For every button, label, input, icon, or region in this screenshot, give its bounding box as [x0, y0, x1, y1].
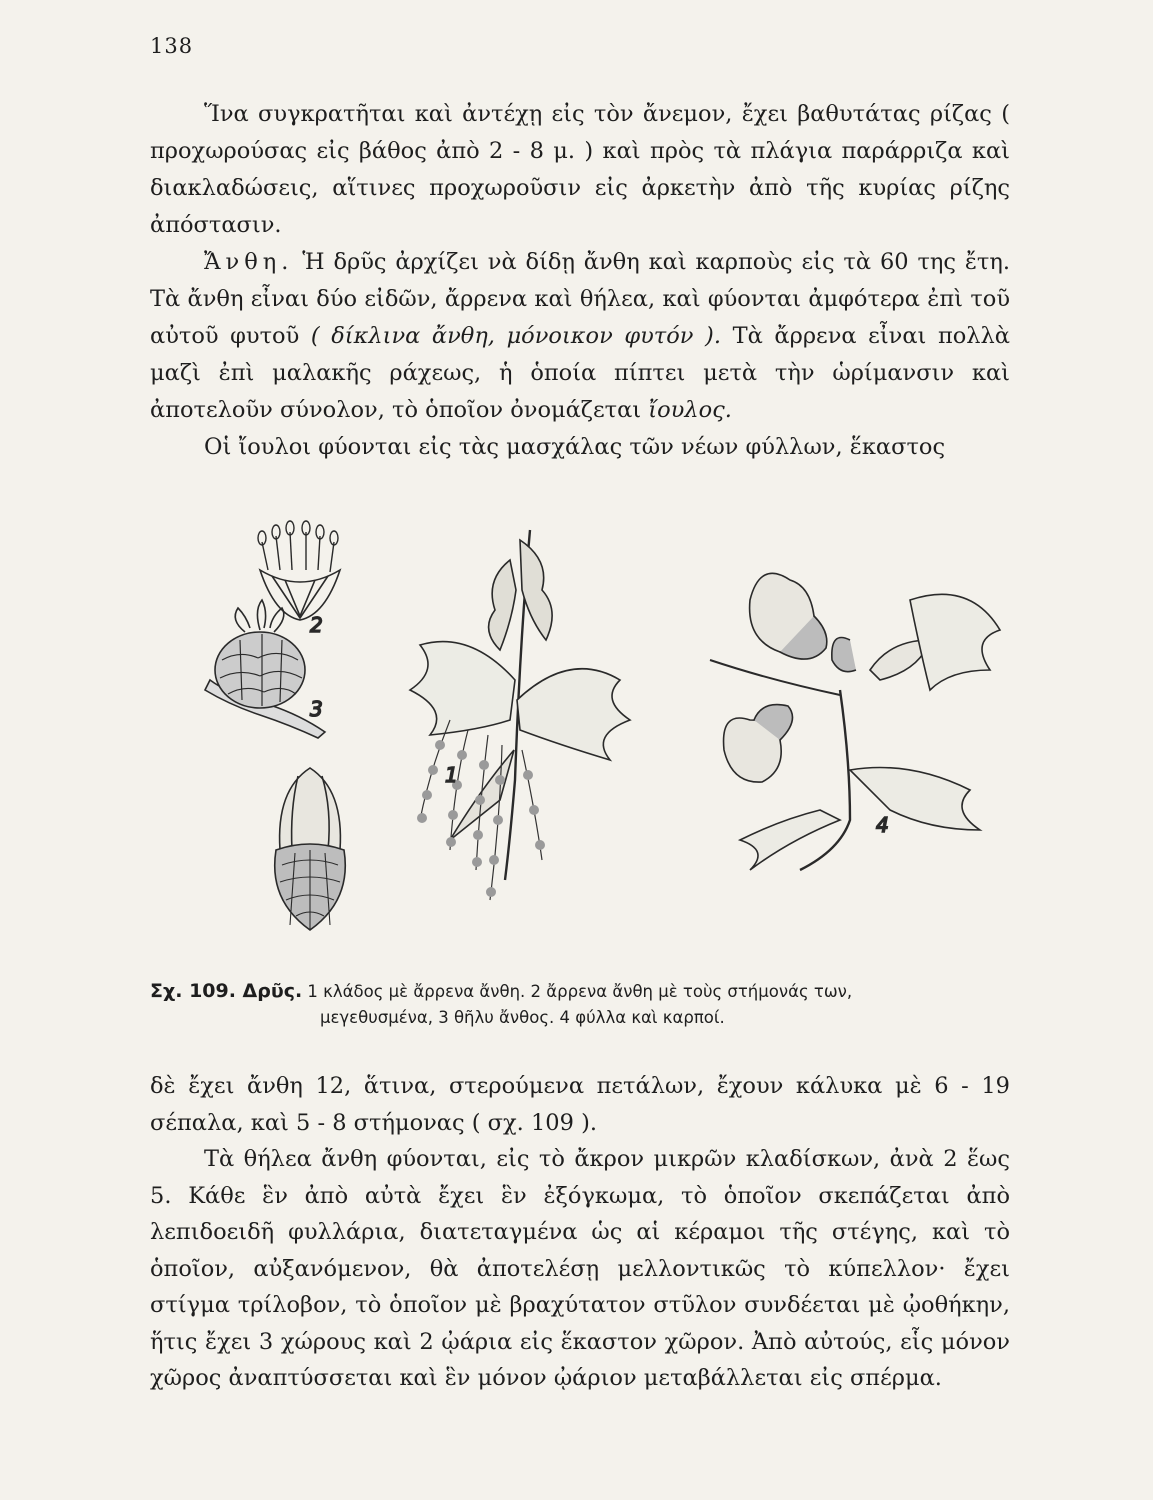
paragraph-roots: Ἵνα συγκρατῆται καὶ ἀντέχῃ εἰς τὸν ἄνεμον, ἔχει βαθυτάτας ρίζας ( προχωρούσας εἰς βάθος ἀπὸ 2 - 8 μ. ) καὶ πρὸς τὰ πλάγια παράρριζα καὶ διακλαδώσεις, αἵτινες προχωροῦσιν εἰς ἀρκετὴν ἀπὸ τῆς κυρίας ρίζης ἀπόστασιν. [150, 101, 1010, 238]
paragraph-catkins: Οἱ ἴουλοι φύονται εἰς τὰς μασχάλας τῶν νέων φύλλων, ἕκαστος [204, 434, 946, 460]
body-text-top [150, 96, 1010, 466]
figure-label-3: 3 [310, 697, 323, 721]
leaves-and-acorns-drawing [710, 573, 1000, 870]
figure-label-4: 4 [876, 813, 889, 837]
paragraph-flowers [150, 244, 1010, 429]
page-number: 138 [150, 34, 194, 58]
male-flower-drawing [258, 521, 340, 620]
female-flower-drawing [205, 600, 325, 738]
catkin-term: ἴουλος. [648, 397, 732, 423]
flowers-italic-term: ( δίκλινα ἄνθη, μόνοικον φυτόν ). [310, 323, 721, 349]
caption-line-1: 1 κλάδος μὲ ἄρρενα ἄνθη. 2 ἄρρενα ἄνθη μὲ τοὺς στήμονάς των, [302, 982, 853, 1001]
caption-line-2: μεγεθυσμένα, 3 θῆλυ ἄνθος. 4 φύλλα καὶ καρποί. [320, 1008, 725, 1027]
flowers-text-b: Τὰ ἄρρενα εἶναι πολλὰ μαζὶ ἐπὶ μαλακῆς ράχεως, ἡ ὁποία πίπτει μετὰ τὴν ὡρίμανσιν καὶ ἀποτελοῦν σύνολον, τὸ ὁποῖον ὀνομάζεται [150, 323, 1010, 423]
section-heading-flowers: Ἄνθη. [204, 249, 294, 275]
caption-figure-ref: Σχ. 109. Δρῦς. [150, 980, 303, 1002]
body-text-bottom [150, 1068, 1010, 1397]
figure-label-2: 2 [310, 613, 323, 637]
paragraph-female-flowers: Τὰ θήλεα ἄνθη φύονται, εἰς τὸ ἄκρον μικρῶν κλαδίσκων, ἀνὰ 2 ἕως 5. Κάθε ἓν ἀπὸ αὐτὰ ἔχει ἓν ἐξόγκωμα, τὸ ὁποῖον σκεπάζεται ἀπὸ λεπιδοειδῆ φυλλάρια, διατεταγμένα ὡς αἱ κέραμοι τῆς στέγης, καὶ τὸ ὁποῖον, αὐξανόμενον, θὰ ἀποτελέσῃ μελλοντικῶς τὸ κύπελλον· ἔχει στίγμα τρίλοβον, τὸ ὁποῖον μὲ βραχύτατον στῦλον συνδέεται μὲ ᾠοθήκην, ἥτις ἔχει 3 χώρους καὶ 2 ᾠάρια εἰς ἕκαστον χῶρον. Ἀπὸ αὐτούς, εἷς μόνον χῶρος ἀναπτύσσεται καὶ ἓν μόνον ᾠάριον μεταβάλλεται εἰς σπέρμα. [150, 1146, 1010, 1391]
flowers-text-a: Ἡ δρῦς ἀρχίζει νὰ δίδῃ ἄνθη καὶ καρποὺς εἰς τὰ 60 της ἔτη. Τὰ ἄνθη εἶναι δύο εἰδῶν, ἄρρενα καὶ θήλεα, καὶ φύονται ἀμφότερα ἐπὶ τοῦ αὐτοῦ φυτοῦ [150, 249, 1010, 349]
figure-caption [150, 978, 1010, 1031]
paragraph-male-flowers: δὲ ἔχει ἄνθη 12, ἅτινα, στερούμενα πετάλων, ἔχουν κάλυκα μὲ 6 - 19 σέπαλα, καὶ 5 - 8 στήμονας ( σχ. 109 ). [150, 1073, 1010, 1136]
oak-illustration [150, 520, 1010, 960]
acorn-drawing [275, 768, 346, 930]
catkin-branch-drawing [410, 530, 630, 900]
figure-label-1: 1 [445, 763, 458, 787]
